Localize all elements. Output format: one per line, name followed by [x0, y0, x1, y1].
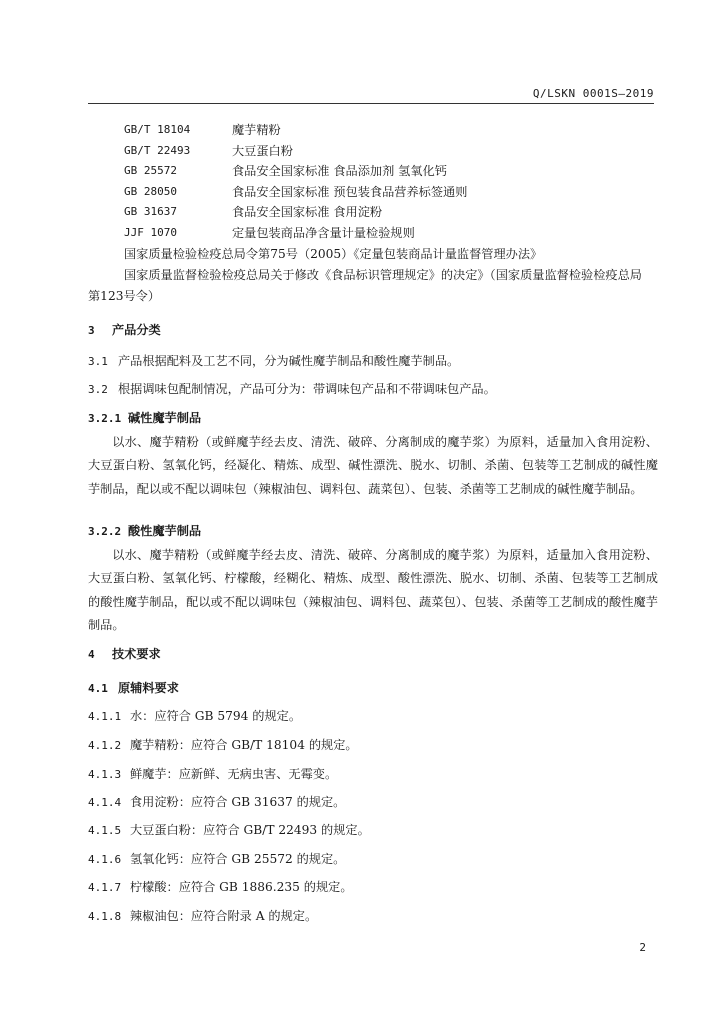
reference-name: 食品安全国家标准 食用淀粉: [232, 205, 383, 220]
clause-item: [88, 792, 345, 813]
section-4-heading: [88, 644, 161, 665]
clause-text: 大豆蛋白粉：应符合 GB/T 22493 的规定。: [130, 823, 370, 837]
reference-code: GB/T 22493: [124, 143, 191, 157]
clause-text: 氢氧化钙：应符合 GB 25572 的规定。: [130, 852, 346, 866]
regulation-line: 国家质量检验检疫总局令第75号（2005）《定量包装商品计量监督管理办法》: [124, 247, 543, 261]
clause-number: 3.2.1: [88, 412, 122, 425]
reference-row: [124, 182, 664, 203]
reference-row: [124, 120, 664, 141]
reference-name: 大豆蛋白粉: [232, 143, 293, 158]
page-number: 2: [639, 941, 646, 954]
clause-title: 原辅料要求: [118, 681, 179, 695]
section-title: 产品分类: [112, 323, 161, 337]
clause-number: 3.2.2: [88, 525, 122, 538]
clause-item: [88, 735, 358, 756]
clause-text: 食用淀粉：应符合 GB 31637 的规定。: [130, 795, 346, 809]
clause-3-1: [88, 351, 459, 372]
clause-text: 水：应符合 GB 5794 的规定。: [130, 709, 302, 723]
clause-number: 4.1: [88, 682, 108, 695]
clause-text: 柠檬酸：应符合 GB 1886.235 的规定。: [130, 880, 353, 894]
clause-item: [88, 906, 317, 927]
reference-name: 食品安全国家标准 食品添加剂 氢氧化钙: [232, 164, 447, 179]
clause-number: 4.1.4: [88, 796, 122, 809]
clause-number: 4.1.1: [88, 710, 122, 723]
clause-item: [88, 820, 370, 841]
paragraph-text: 以水、魔芋精粉（或鲜魔芋经去皮、清洗、破碎、分离制成的魔芋浆）为原料，适量加入食用淀粉、大豆蛋白粉、氢氧化钙、柠檬酸，经糊化、精炼、成型、酸性漂洗、脱水、切制、杀菌、包装等工艺制成的酸性魔芋制品，配以或不配以调味包（辣椒油包、调料包、蔬菜包）、包装、杀菌等工艺制成的酸性魔芋制品。: [88, 548, 658, 633]
reference-code: JJF 1070: [124, 225, 177, 239]
reference-code: GB 25572: [124, 164, 177, 178]
reference-row: [124, 202, 664, 223]
paragraph-text: 以水、魔芋精粉（或鲜魔芋经去皮、清洗、破碎、分离制成的魔芋浆）为原料，适量加入食用淀粉、大豆蛋白粉、氢氧化钙，经凝化、精炼、成型、碱性漂洗、脱水、切制、杀菌、包装等工艺制成的碱性魔芋制品，配以或不配以调味包（辣椒油包、调料包、蔬菜包）、包装、杀菌等工艺制成的碱性魔芋制品。: [88, 435, 658, 496]
clause-text: 魔芋精粉：应符合 GB/T 18104 的规定。: [130, 738, 358, 752]
clause-item: [88, 764, 337, 785]
clause-text: 产品根据配料及工艺不同，分为碱性魔芋制品和酸性魔芋制品。: [118, 354, 460, 368]
clause-item: [88, 877, 353, 898]
normative-references-list: [124, 120, 664, 244]
regulation-line: 第123号令）: [88, 289, 161, 303]
clause-number: 4.1.7: [88, 881, 122, 894]
clause-title: 酸性魔芋制品: [128, 524, 202, 538]
reference-code: GB 31637: [124, 205, 177, 219]
clause-text: 辣椒油包：应符合附录 A 的规定。: [130, 909, 318, 923]
reference-row: [124, 223, 664, 244]
reference-row: [124, 161, 664, 182]
reference-name: 魔芋精粉: [232, 123, 281, 137]
alkaline-product-definition: [88, 431, 658, 501]
clause-3-2-2-heading: [88, 521, 201, 542]
clause-number: 4.1.5: [88, 824, 122, 837]
clause-number: 4.1.3: [88, 768, 122, 781]
reference-row: [124, 141, 664, 162]
clause-number: 4.1.6: [88, 853, 122, 866]
clause-4-1-heading: [88, 678, 179, 699]
clause-item: [88, 849, 345, 870]
reference-name: 定量包装商品净含量计量检验规则: [232, 225, 415, 240]
acidic-product-definition: [88, 544, 658, 638]
clause-number: 4.1.8: [88, 910, 122, 923]
reference-code: GB 28050: [124, 184, 177, 198]
clause-number: 3.2: [88, 383, 108, 396]
section-title: 技术要求: [112, 647, 161, 661]
document-code-header: Q/LSKN 0001S—2019: [532, 87, 654, 100]
reference-name: 食品安全国家标准 预包装食品营养标签通则: [232, 184, 468, 199]
clause-text: 根据调味包配制情况，产品可分为：带调味包产品和不带调味包产品。: [118, 382, 496, 396]
clause-title: 碱性魔芋制品: [128, 411, 202, 425]
clause-text: 鲜魔芋：应新鲜、无病虫害、无霉变。: [130, 767, 338, 781]
regulation-line: 国家质量监督检验检疫总局关于修改《食品标识管理规定》的决定》（国家质量监督检验检疫总局: [124, 268, 642, 282]
section-3-heading: [88, 320, 161, 341]
reference-code: GB/T 18104: [124, 123, 191, 136]
clause-3-2-1-heading: [88, 408, 201, 429]
clause-number: 3.1: [88, 355, 108, 368]
clause-item: [88, 706, 301, 727]
clause-number: 4.1.2: [88, 739, 122, 752]
header-rule: [88, 103, 654, 104]
section-number: 3: [88, 324, 95, 337]
section-number: 4: [88, 648, 95, 661]
clause-3-2: [88, 379, 496, 400]
